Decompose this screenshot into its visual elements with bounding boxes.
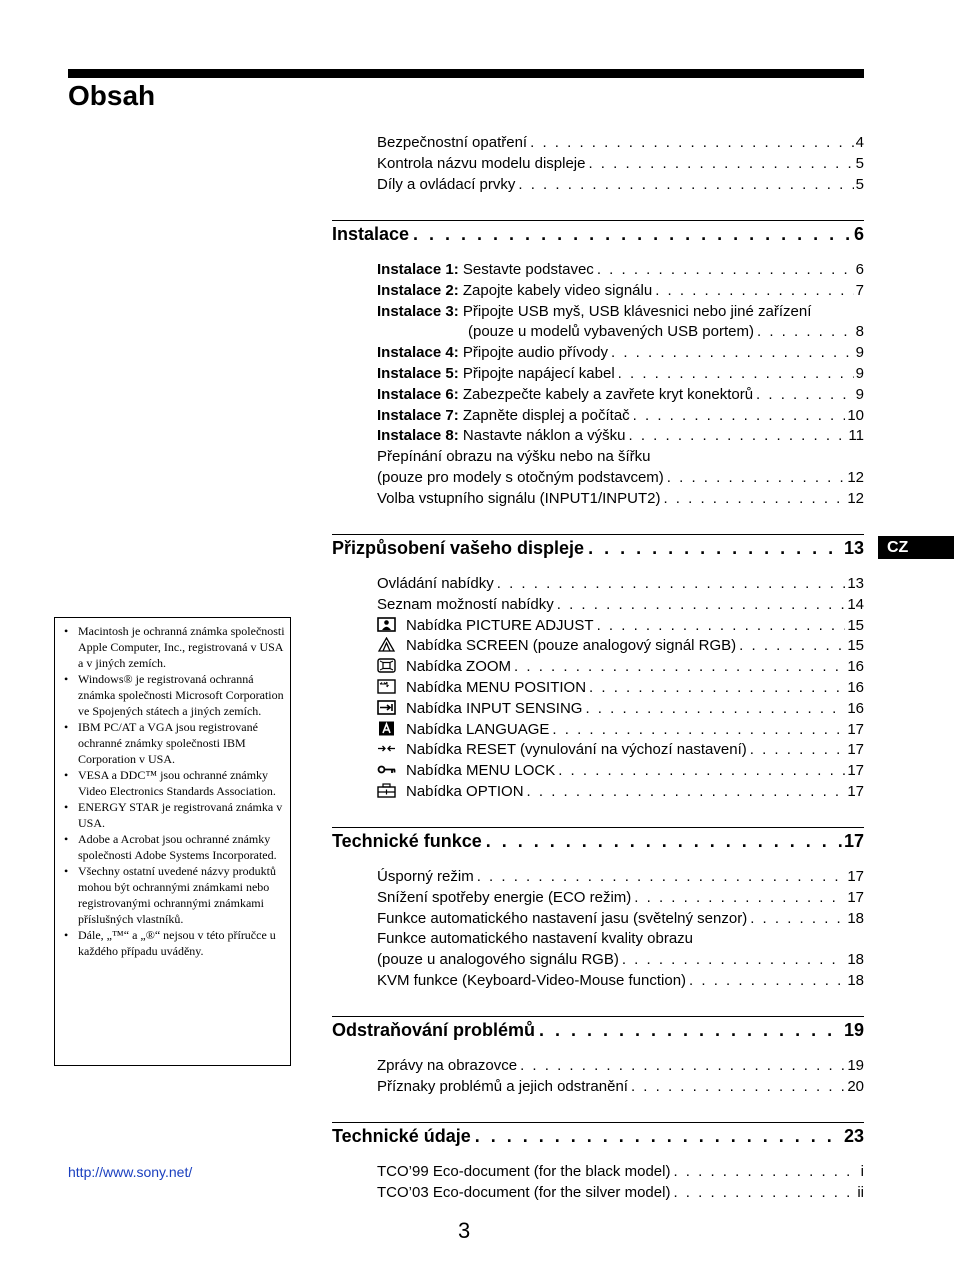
trademark-item: • Windows® je registrovaná ochranná známka společnosti Microsoft Corporation ve Spojených státech a jiných zemích. [61, 671, 286, 719]
toc-entry[interactable]: Nabídka LANGUAGE . . . 17 [332, 720, 864, 741]
trademark-item: • ENERGY STAR je registrovaná známka v USA. [61, 799, 286, 831]
toc-entry[interactable]: Nabídka ZOOM . . . 16 [332, 657, 864, 678]
toc-entry[interactable]: Instalace 5: Připojte napájecí kabel . . . 9 [332, 364, 864, 385]
toc-entry[interactable]: TCO’03 Eco-document (for the silver model) . . . ii [332, 1183, 864, 1204]
section-heading[interactable]: Přizpůsobení vašeho displeje . . . 13 [332, 534, 864, 560]
toc-entry[interactable]: Nabídka RESET (vynulování na výchozí nastavení) . . . 17 [332, 740, 864, 761]
menu-position-icon [377, 679, 396, 694]
toc-entry[interactable]: Díly a ovládací prvky . . . 5 [332, 175, 864, 196]
toc-section-odstranovani [332, 1016, 864, 1098]
trademark-item: • VESA a DDC™ jsou ochranné známky Video Electronics Standards Association. [61, 767, 286, 799]
toc-entry[interactable]: Instalace 1: Sestavte podstavec . . . 6 [332, 260, 864, 281]
trademark-item: • IBM PC/AT a VGA jsou registrované ochranné známky společnosti IBM Corporation v USA. [61, 719, 286, 767]
toc-entry[interactable]: Instalace 6: Zabezpečte kabely a zavřete kryt konektorů . . . 9 [332, 385, 864, 406]
toc-section-instalace [332, 220, 864, 510]
section-heading[interactable]: Technické funkce . . . 17 [332, 827, 864, 853]
trademark-item: • Macintosh je ochranná známka společnosti Apple Computer, Inc., registrovaná v USA a v jiných zemích. [61, 623, 286, 671]
zoom-icon [377, 658, 396, 673]
toc-entry-continuation[interactable]: (pouze pro modely s otočným podstavcem) . . . 12 [332, 468, 864, 489]
toc-intro [332, 133, 864, 195]
toc-entry[interactable]: Přepínání obrazu na výšku nebo na šířku [377, 448, 651, 466]
section-heading[interactable]: Technické údaje . . . 23 [332, 1122, 864, 1148]
toc-entry[interactable]: Ovládání nabídky . . . 13 [332, 574, 864, 595]
toc-entry[interactable]: Instalace 3: Připojte USB myš, USB klávesnici nebo jiné zařízení [377, 302, 812, 320]
toc-entry[interactable]: Nabídka MENU LOCK . . . 17 [332, 761, 864, 782]
section-heading[interactable]: Instalace . . . 6 [332, 220, 864, 246]
screen-icon [377, 637, 396, 652]
trademark-item: • Adobe a Acrobat jsou ochranné známky společnosti Adobe Systems Incorporated. [61, 831, 286, 863]
trademark-item: • Všechny ostatní uvedené názvy produktů mohou být ochrannými známkami nebo registrovanými ochrannými známkami příslušných vlastníků. [61, 863, 286, 927]
toc-entry[interactable]: Zprávy na obrazovce . . . 19 [332, 1056, 864, 1077]
reset-icon [377, 741, 396, 756]
key-icon [377, 762, 396, 777]
toc-entry[interactable]: Nabídka SCREEN (pouze analogový signál RGB) . . . 15 [332, 636, 864, 657]
section-heading[interactable]: Odstraňování problémů . . . 19 [332, 1016, 864, 1042]
page-title: Obsah [68, 80, 156, 111]
picture-adjust-icon [377, 617, 396, 632]
toc-entry[interactable]: Instalace 4: Připojte audio přívody . . . 9 [332, 343, 864, 364]
top-rule [68, 69, 864, 78]
language-icon [377, 721, 396, 736]
toc-entry[interactable]: TCO’99 Eco-document (for the black model) . . . i [332, 1162, 864, 1183]
toc-entry-continuation[interactable]: (pouze u modelů vybavených USB portem) . . . 8 [332, 322, 864, 343]
toc-entry[interactable]: KVM funkce (Keyboard-Video-Mouse function) . . . 18 [332, 971, 864, 992]
option-icon [377, 783, 396, 798]
toc-entry[interactable]: Příznaky problémů a jejich odstranění . . . 20 [332, 1077, 864, 1098]
toc-entry[interactable]: Úsporný režim . . . 17 [332, 867, 864, 888]
toc-section-technicke-funkce [332, 827, 864, 992]
page-number: 3 [458, 1218, 471, 1243]
toc-entry[interactable]: Funkce automatického nastavení kvality obrazu [377, 930, 694, 948]
toc-entry[interactable]: Bezpečnostní opatření . . . 4 [332, 133, 864, 154]
language-tab: CZ [878, 536, 954, 559]
toc-entry[interactable]: Instalace 7: Zapněte displej a počítač . . . 10 [332, 406, 864, 427]
input-sensing-icon [377, 700, 396, 715]
toc-entry[interactable]: Instalace 2: Zapojte kabely video signálu . . . 7 [332, 281, 864, 302]
toc-entry[interactable]: Nabídka PICTURE ADJUST . . . 15 [332, 616, 864, 637]
trademark-notice-box [54, 617, 291, 1066]
toc-section-prizpusobeni [332, 534, 864, 803]
toc-entry[interactable]: Nabídka MENU POSITION . . . 16 [332, 678, 864, 699]
toc-entry[interactable]: Snížení spotřeby energie (ECO režim) . . . 17 [332, 888, 864, 909]
toc-entry[interactable]: Nabídka INPUT SENSING . . . 16 [332, 699, 864, 720]
toc-section-technicke-udaje [332, 1122, 864, 1204]
toc-entry[interactable]: Nabídka OPTION . . . 17 [332, 782, 864, 803]
trademark-item: • Dále, „™“ a „®“ nejsou v této příručce u každého případu uváděny. [61, 927, 286, 959]
toc-entry[interactable]: Instalace 8: Nastavte náklon a výšku . . . 11 [332, 426, 864, 447]
toc-entry[interactable]: Seznam možností nabídky . . . 14 [332, 595, 864, 616]
toc-entry[interactable]: Kontrola názvu modelu displeje . . . 5 [332, 154, 864, 175]
toc-entry[interactable]: Volba vstupního signálu (INPUT1/INPUT2) . . . 12 [332, 489, 864, 510]
sony-url-link[interactable]: http://www.sony.net/ [68, 1164, 193, 1180]
toc-entry[interactable]: Funkce automatického nastavení jasu (světelný senzor) . . . 18 [332, 909, 864, 930]
toc-entry-continuation[interactable]: (pouze u analogového signálu RGB) . . . 18 [332, 950, 864, 971]
